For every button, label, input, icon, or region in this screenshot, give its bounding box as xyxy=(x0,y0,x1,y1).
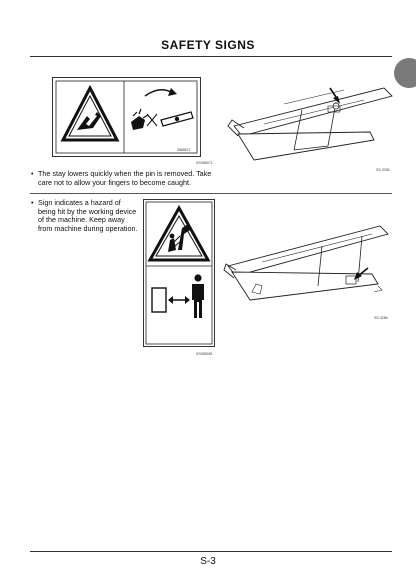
hit-hazard-sign-graphic xyxy=(144,200,214,346)
section-divider xyxy=(30,193,392,194)
sign-code-2: SSS88081 xyxy=(196,352,213,356)
sign-small-label: 3568871 xyxy=(177,148,191,152)
arm-stay-figure xyxy=(224,68,394,178)
pin-hazard-sign xyxy=(52,77,201,157)
section2-note: • Sign indicates a hazard of being hit by the working device of the machine. Keep away from machine during operation. xyxy=(38,199,138,233)
page-title: SAFETY SIGNS xyxy=(161,38,255,52)
hit-hazard-sign xyxy=(143,199,215,347)
page-number: S-3 xyxy=(200,556,216,567)
figure-code-2: SS-3286 xyxy=(374,316,388,320)
footer-rule xyxy=(30,551,392,552)
section1-note: • The stay lowers quickly when the pin is removed. Take care not to allow your fingers to become caught. xyxy=(38,170,218,187)
figure-code-1: SS-3285 xyxy=(376,168,390,172)
working-device-figure xyxy=(222,222,392,332)
sign-code-1: SSS88071 xyxy=(196,161,213,165)
header-rule xyxy=(30,56,392,57)
pin-hazard-sign-graphic xyxy=(53,78,200,156)
section-tab xyxy=(394,58,416,88)
